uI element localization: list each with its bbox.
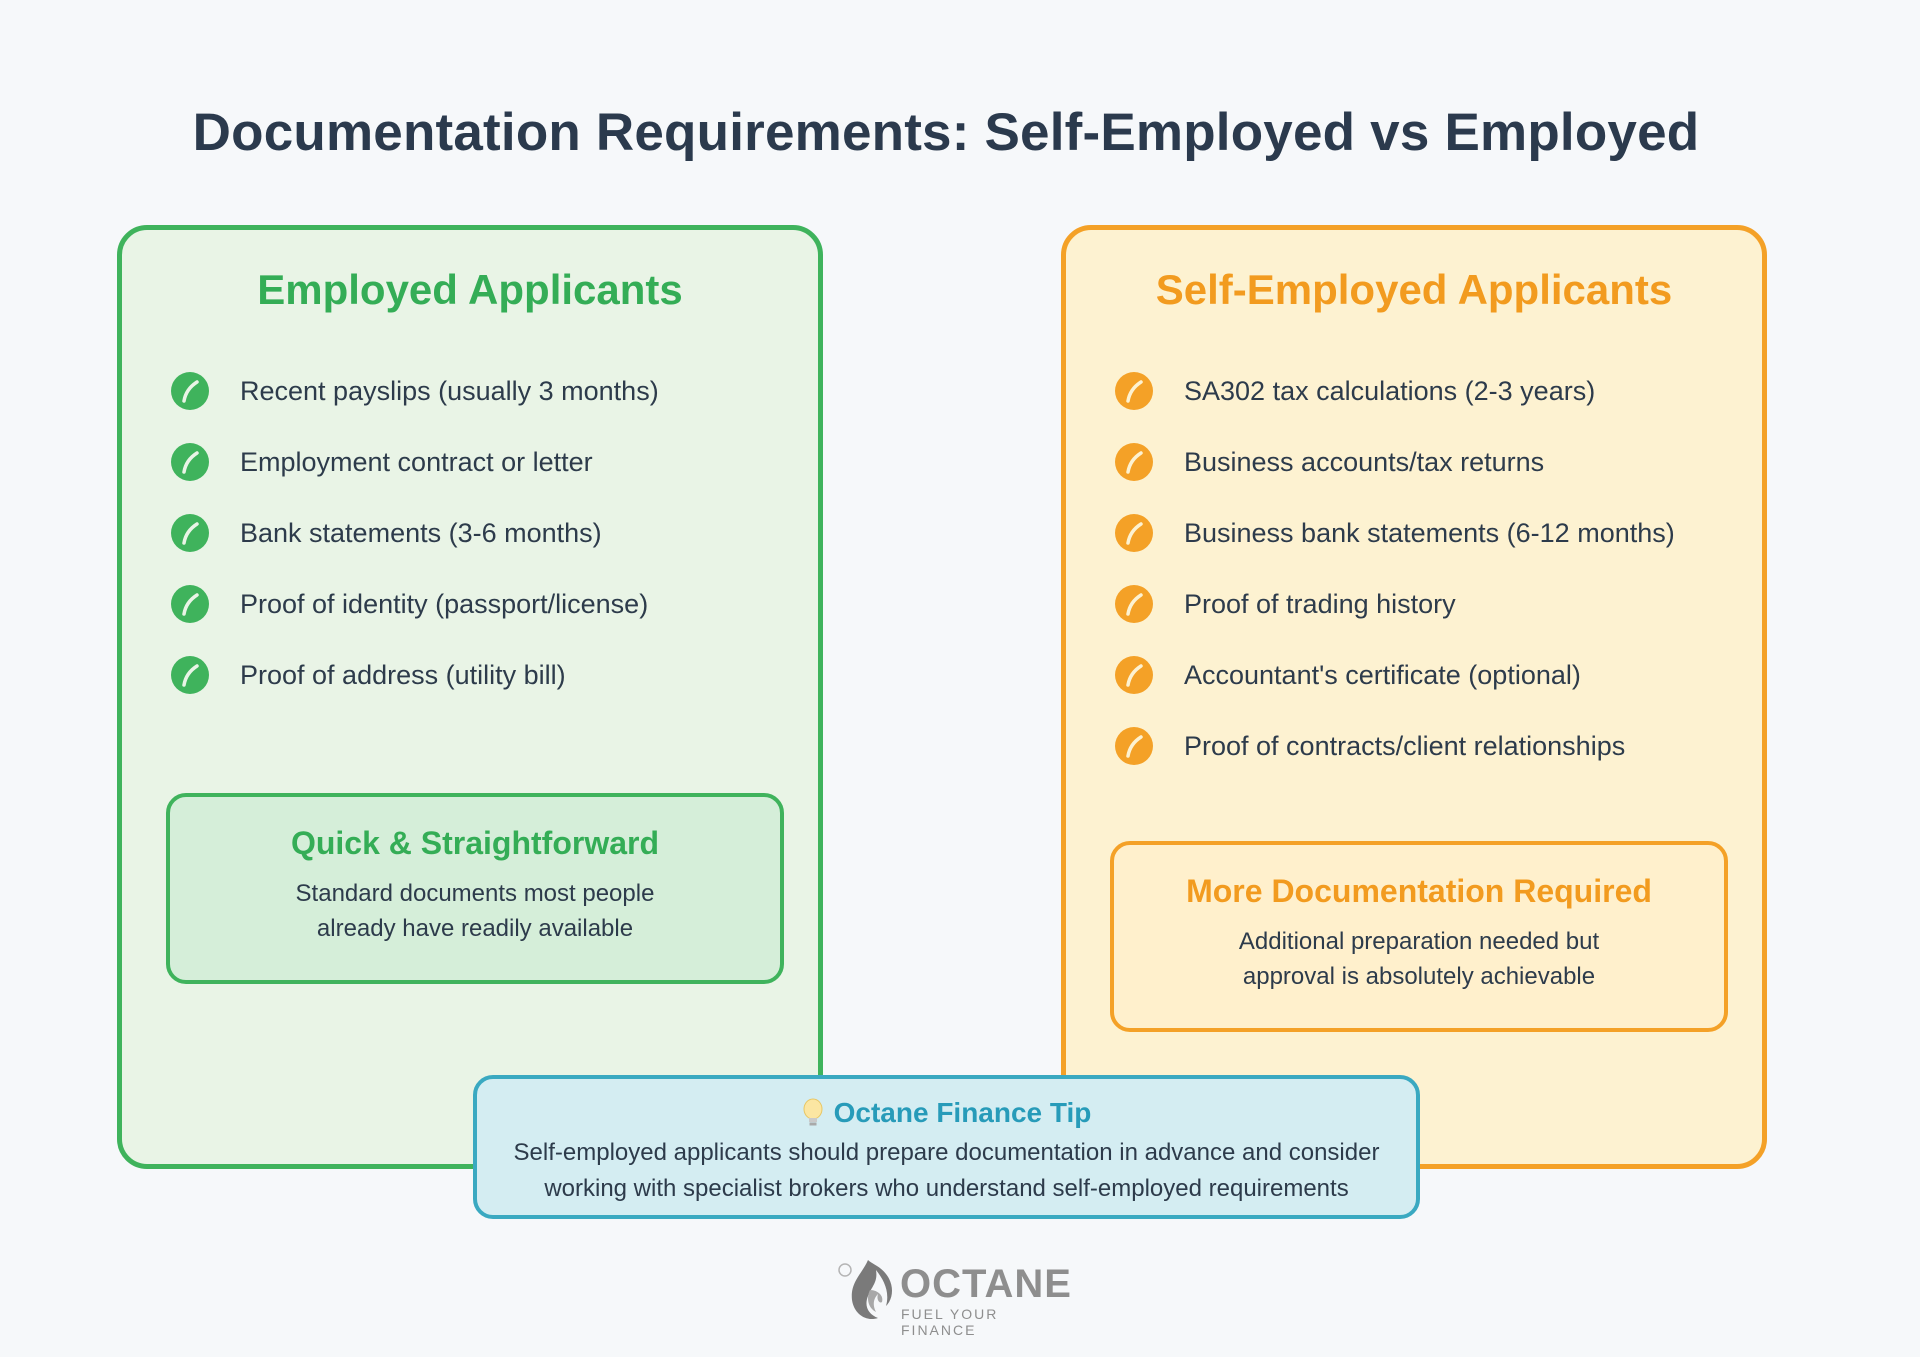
logo-tagline: FUEL YOUR FINANCE <box>901 1306 999 1338</box>
self-employed-list <box>1114 373 1675 799</box>
list-item-text: Proof of address (utility bill) <box>240 660 566 690</box>
logo-wordmark: OCTANE <box>900 1262 1072 1306</box>
list-item-text: SA302 tax calculations (2-3 years) <box>1184 376 1596 406</box>
check-bullet-icon <box>1114 655 1154 695</box>
list-item-text: Proof of trading history <box>1184 589 1456 619</box>
list-item <box>1114 444 1675 515</box>
list-item-text: Recent payslips (usually 3 months) <box>240 376 659 406</box>
check-bullet-icon <box>1114 726 1154 766</box>
list-item <box>1114 373 1675 444</box>
list-item-text: Proof of identity (passport/license) <box>240 589 649 619</box>
check-bullet-icon <box>1114 371 1154 411</box>
list-item-text: Employment contract or letter <box>240 447 593 477</box>
list-item-text: Proof of contracts/client relationships <box>1184 731 1626 761</box>
list-item-text: Accountant's certificate (optional) <box>1184 660 1581 690</box>
self-employed-heading: Self-Employed Applicants <box>1155 266 1673 313</box>
self-employed-note <box>1110 841 1728 1032</box>
check-bullet-icon <box>1114 442 1154 482</box>
tip-line-2: working with specialist brokers who understand self-employed requirements <box>544 1175 1349 1202</box>
list-item-text: Business accounts/tax returns <box>1184 447 1545 477</box>
employed-heading: Employed Applicants <box>257 266 683 313</box>
check-bullet-icon <box>170 655 210 695</box>
employed-list <box>170 373 659 728</box>
list-item <box>1114 728 1675 799</box>
self-employed-card <box>1061 225 1767 1169</box>
tip-title: Octane Finance Tip <box>833 1097 1092 1128</box>
list-item-text: Business bank statements (6-12 months) <box>1184 518 1675 548</box>
self-employed-note-body: Additional preparation needed but approval is absolutely achievable <box>1238 928 1600 990</box>
tip-line-1: Self-employed applicants should prepare documentation in advance and consider <box>513 1139 1380 1166</box>
employed-note <box>166 793 784 984</box>
list-item-text: Bank statements (3-6 months) <box>240 518 602 548</box>
list-item <box>170 657 659 728</box>
tip-box <box>473 1075 1420 1219</box>
list-item <box>1114 586 1675 657</box>
check-bullet-icon <box>1114 584 1154 624</box>
check-bullet-icon <box>170 513 210 553</box>
flame-icon <box>838 1256 898 1326</box>
list-item <box>170 515 659 586</box>
check-bullet-icon <box>170 371 210 411</box>
lightbulb-icon <box>802 1098 824 1128</box>
list-item <box>1114 657 1675 728</box>
employed-card <box>117 225 823 1169</box>
employed-note-title: Quick & Straightforward <box>290 825 660 861</box>
check-bullet-icon <box>170 442 210 482</box>
check-bullet-icon <box>1114 513 1154 553</box>
list-item <box>1114 515 1675 586</box>
check-bullet-icon <box>170 584 210 624</box>
list-item <box>170 586 659 657</box>
list-item <box>170 373 659 444</box>
tip-header <box>477 1097 1416 1129</box>
octane-logo <box>838 1256 1078 1338</box>
page-title: Documentation Requirements: Self-Employed vs Employed <box>192 103 1700 162</box>
employed-note-body: Standard documents most people already have readily available <box>295 880 655 942</box>
self-employed-note-title: More Documentation Required <box>1186 873 1652 909</box>
list-item <box>170 444 659 515</box>
